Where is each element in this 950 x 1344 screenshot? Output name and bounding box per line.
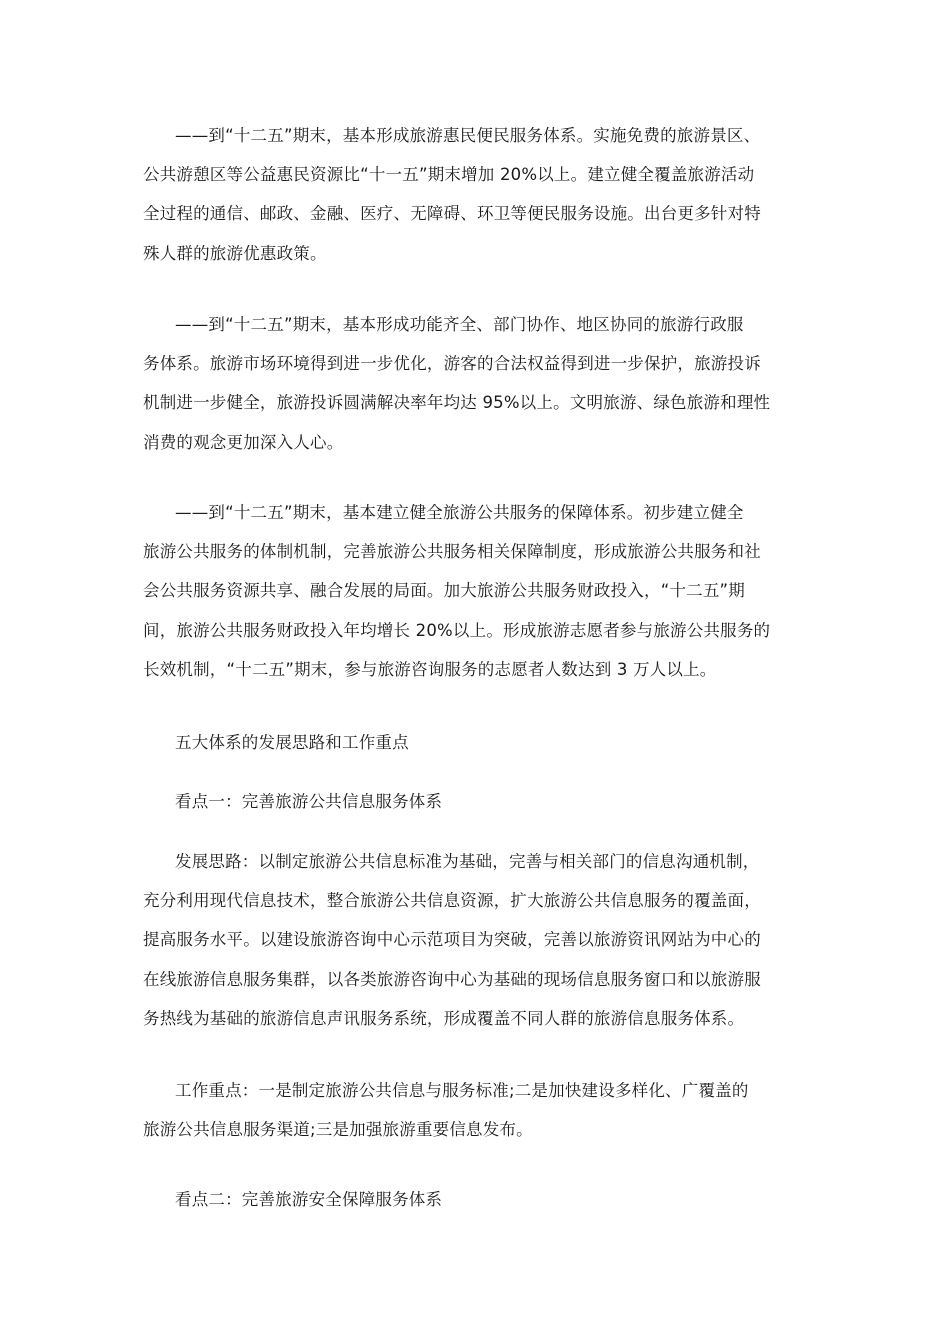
text-line: 看点一：完善旅游公共信息服务体系 [175,792,443,811]
text-line: 充分利用现代信息技术，整合旅游公共信息资源，扩大旅游公共信息服务的覆盖面， [143,891,761,910]
text-line: 务体系。旅游市场环境得到进一步优化，游客的合法权益得到进一步保护，旅游投诉 [143,354,761,373]
text-line: 旅游公共服务的体制机制，完善旅游公共服务相关保障制度，形成旅游公共服务和社 [143,542,761,561]
text-line: 会公共服务资源共享、融合发展的局面。加大旅游公共服务财政投入，“十二五”期 [143,581,745,600]
text-line: 提高服务水平。以建设旅游咨询中心示范项目为突破，完善以旅游资讯网站为中心的 [143,930,761,949]
text-line: 旅游公共信息服务渠道;三是加强旅游重要信息发布。 [143,1120,533,1139]
text-line: 务热线为基础的旅游信息声讯服务系统，形成覆盖不同人群的旅游信息服务体系。 [143,1009,745,1028]
text-line: 公共游憩区等公益惠民资源比“十一五”期末增加 20%以上。建立健全覆盖旅游活动 [143,165,755,184]
text-line: 长效机制，“十二五”期末，参与旅游咨询服务的志愿者人数达到 3 万人以上。 [143,660,717,679]
text-line: 机制进一步健全，旅游投诉圆满解决率年均达 95%以上。文明旅游、绿色旅游和理性 [143,393,771,412]
text-line: 消费的观念更加深入人心。 [143,433,344,452]
text-line: ——到“十二五”期末，基本建立健全旅游公共服务的保障体系。初步建立健全 [175,503,744,522]
text-line: 在线旅游信息服务集群，以各类旅游咨询中心为基础的现场信息服务窗口和以旅游服 [143,970,761,989]
text-line: 五大体系的发展思路和工作重点 [175,733,409,752]
text-line: 发展思路：以制定旅游公共信息标准为基础，完善与相关部门的信息沟通机制， [175,852,760,871]
text-line: 殊人群的旅游优惠政策。 [143,244,327,263]
text-line: ——到“十二五”期末，基本形成旅游惠民便民服务体系。实施免费的旅游景区、 [175,126,761,145]
text-line: 工作重点：一是制定旅游公共信息与服务标准;二是加快建设多样化、广覆盖的 [175,1081,749,1100]
text-line: 看点二：完善旅游安全保障服务体系 [175,1190,443,1209]
text-line: 间，旅游公共服务财政投入年均增长 20%以上。形成旅游志愿者参与旅游公共服务的 [143,621,771,640]
text-line: 全过程的通信、邮政、金融、医疗、无障碍、环卫等便民服务设施。出台更多针对特 [143,204,761,223]
text-line: ——到“十二五”期末，基本形成功能齐全、部门协作、地区协同的旅游行政服 [175,315,744,334]
